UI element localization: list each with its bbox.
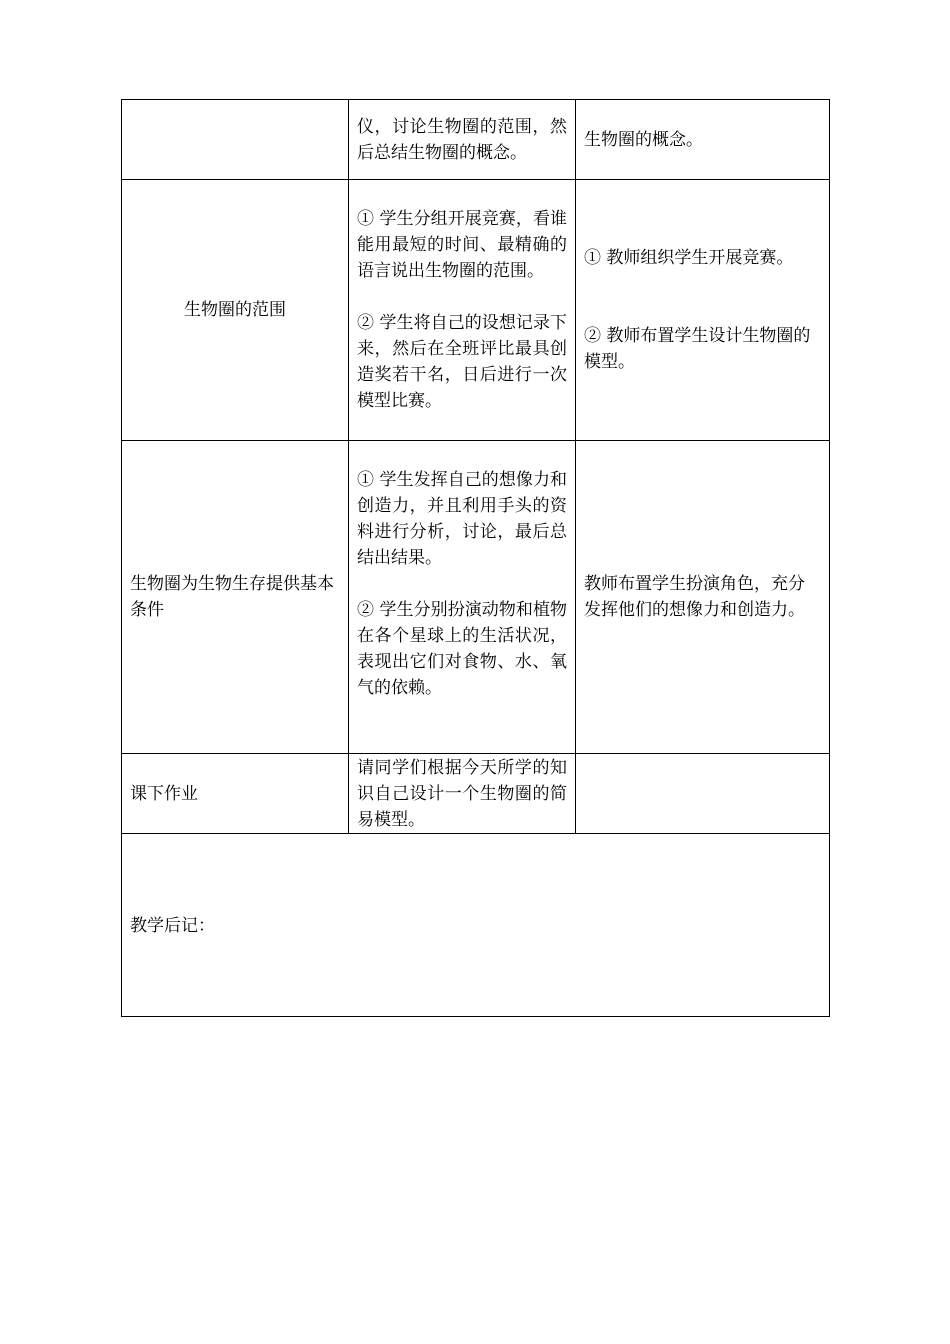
student-activity-cell [349,441,576,754]
paragraph-gap [584,271,821,297]
paragraph-gap [357,701,567,727]
topic-cell: 生物圈为生物生存提供基本条件 [122,441,349,754]
paragraph-gap [584,297,821,323]
student-activity-cell [349,100,576,180]
teaching-notes-label: 教学后记： [130,916,215,936]
lesson-plan-table [121,99,830,1017]
teacher-activity-text: 教师布置学生扮演角色，充分发挥他们的想像力和创造力。 [584,574,805,620]
teacher-activity-cell [576,180,830,441]
paragraph-gap [357,571,567,597]
table-row [122,441,830,754]
teacher-activity-text: ① 教师组织学生开展竞赛。 [584,248,794,268]
table-row [122,180,830,441]
table-row [122,100,830,180]
teaching-notes-cell [122,834,830,1017]
teacher-activity-cell [576,754,830,834]
student-activity-text: ② 学生分别扮演动物和植物在各个星球上的生活状况，表现出它们对食物、水、氧气的依赖。 [357,600,567,698]
topic-cell: 课下作业 [122,754,349,834]
table-row [122,834,830,1017]
student-activity-cell [349,754,576,834]
student-activity-text: 仪，讨论生物圈的范围，然后总结生物圈的概念。 [357,116,567,163]
teacher-activity-cell [576,441,830,754]
student-activity-cell [349,180,576,441]
student-activity-text: ② 学生将自己的设想记录下来，然后在全班评比最具创造奖若干名，日后进行一次模型比赛。 [357,313,567,411]
topic-cell [122,100,349,180]
student-activity-text: ① 学生分组开展竞赛，看谁能用最短的时间、最精确的语言说出生物圈的范围。 [357,209,567,281]
student-activity-text: 请同学们根据今天所学的知识自己设计一个生物圈的简易模型。 [357,757,567,830]
teacher-activity-text: ② 教师布置学生设计生物圈的模型。 [584,326,811,372]
paragraph-gap [357,284,567,310]
student-activity-text: ① 学生发挥自己的想像力和创造力，并且利用手头的资料进行分析，讨论，最后总结出结果。 [357,470,567,568]
teacher-activity-cell [576,100,830,180]
table-row [122,754,830,834]
topic-cell: 生物圈的范围 [122,180,349,441]
teacher-activity-text: 生物圈的概念。 [584,129,703,150]
